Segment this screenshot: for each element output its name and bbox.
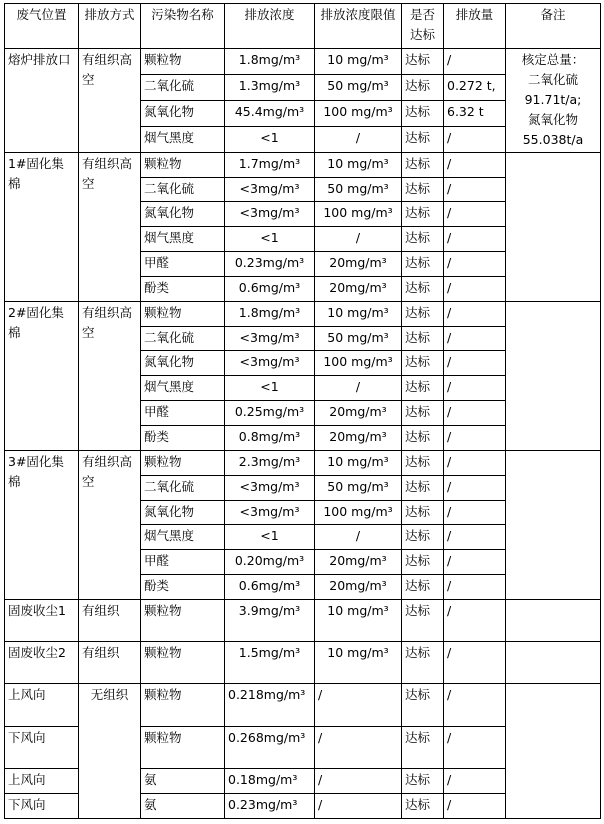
compliance-status: 达标 xyxy=(402,769,444,794)
concentration-value: 1.3mg/m³ xyxy=(225,74,315,100)
emission-amount: / xyxy=(444,276,506,301)
compliance-status: 达标 xyxy=(402,74,444,100)
emission-amount: 0.272 t, xyxy=(444,74,506,100)
note-cell xyxy=(506,599,601,641)
limit-value: 20mg/m³ xyxy=(315,276,402,301)
compliance-status: 达标 xyxy=(402,425,444,450)
concentration-value: <3mg/m³ xyxy=(225,177,315,202)
pollutant-name: 氮氧化物 xyxy=(141,351,225,376)
concentration-value: 0.268mg/m³ xyxy=(225,726,315,768)
emission-location: 上风向 xyxy=(5,684,79,726)
limit-value: / xyxy=(315,525,402,550)
concentration-value: <1 xyxy=(225,525,315,550)
limit-value: / xyxy=(315,726,402,768)
emission-method: 有组织高空 xyxy=(79,450,141,599)
pollutant-name: 二氧化硫 xyxy=(141,475,225,500)
concentration-value: 0.20mg/m³ xyxy=(225,550,315,575)
limit-value: / xyxy=(315,793,402,818)
header-pollutant: 污染物名称 xyxy=(141,4,225,49)
concentration-value: <3mg/m³ xyxy=(225,351,315,376)
compliance-status: 达标 xyxy=(402,599,444,641)
header-location: 废气位置 xyxy=(5,4,79,49)
limit-value: 50 mg/m³ xyxy=(315,74,402,100)
emission-location: 上风向 xyxy=(5,769,79,794)
concentration-value: 1.8mg/m³ xyxy=(225,301,315,326)
emission-location: 1#固化集棉 xyxy=(5,152,79,301)
limit-value: 10 mg/m³ xyxy=(315,599,402,641)
concentration-value: <3mg/m³ xyxy=(225,202,315,227)
table-row xyxy=(5,450,601,475)
emission-amount: / xyxy=(444,202,506,227)
note-line: 核定总量： xyxy=(521,52,585,67)
pollutant-name: 颗粒物 xyxy=(141,152,225,177)
emission-location: 熔炉排放口 xyxy=(5,49,79,153)
emission-amount: / xyxy=(444,351,506,376)
compliance-status: 达标 xyxy=(402,276,444,301)
pollutant-name: 烟气黑度 xyxy=(141,376,225,401)
table-row xyxy=(5,301,601,326)
limit-value: 20mg/m³ xyxy=(315,401,402,426)
pollutant-name: 甲醛 xyxy=(141,401,225,426)
table-row xyxy=(5,684,601,726)
header-limit: 排放浓度限值 xyxy=(315,4,402,49)
emission-amount: / xyxy=(444,450,506,475)
compliance-status: 达标 xyxy=(402,126,444,152)
note-line: 55.038t/a xyxy=(522,132,584,147)
concentration-value: 1.8mg/m³ xyxy=(225,49,315,75)
compliance-status: 达标 xyxy=(402,252,444,277)
concentration-value: 0.8mg/m³ xyxy=(225,425,315,450)
note-cell xyxy=(506,450,601,599)
emission-amount: / xyxy=(444,49,506,75)
table-row xyxy=(5,642,601,684)
emission-amount: / xyxy=(444,401,506,426)
compliance-status: 达标 xyxy=(402,326,444,351)
emission-method: 有组织 xyxy=(79,599,141,641)
concentration-value: <1 xyxy=(225,376,315,401)
compliance-status: 达标 xyxy=(402,152,444,177)
emission-amount: / xyxy=(444,684,506,726)
emission-amount: / xyxy=(444,126,506,152)
concentration-value: <1 xyxy=(225,227,315,252)
limit-value: 50 mg/m³ xyxy=(315,326,402,351)
limit-value: 100 mg/m³ xyxy=(315,202,402,227)
compliance-status: 达标 xyxy=(402,177,444,202)
compliance-status: 达标 xyxy=(402,525,444,550)
limit-value: 10 mg/m³ xyxy=(315,301,402,326)
header-method: 排放方式 xyxy=(79,4,141,49)
note-line: 91.71t/a; xyxy=(524,92,582,107)
header-compliance: 是否达标 xyxy=(402,4,444,49)
compliance-status: 达标 xyxy=(402,202,444,227)
pollutant-name: 颗粒物 xyxy=(141,301,225,326)
emission-amount: / xyxy=(444,301,506,326)
limit-value: 20mg/m³ xyxy=(315,550,402,575)
header-row xyxy=(5,4,601,49)
concentration-value: 0.218mg/m³ xyxy=(225,684,315,726)
table-row xyxy=(5,152,601,177)
compliance-status: 达标 xyxy=(402,684,444,726)
note-line: 二氧化硫 xyxy=(527,72,578,87)
concentration-value: 0.25mg/m³ xyxy=(225,401,315,426)
emission-amount: / xyxy=(444,575,506,600)
concentration-value: 0.18mg/m³ xyxy=(225,769,315,794)
pollutant-name: 二氧化硫 xyxy=(141,177,225,202)
compliance-status: 达标 xyxy=(402,351,444,376)
compliance-status: 达标 xyxy=(402,550,444,575)
concentration-value: 1.7mg/m³ xyxy=(225,152,315,177)
emission-location: 下风向 xyxy=(5,793,79,818)
emission-amount: / xyxy=(444,500,506,525)
compliance-status: 达标 xyxy=(402,793,444,818)
compliance-status: 达标 xyxy=(402,301,444,326)
compliance-status: 达标 xyxy=(402,450,444,475)
limit-value: 100 mg/m³ xyxy=(315,351,402,376)
table-row xyxy=(5,599,601,641)
compliance-status: 达标 xyxy=(402,500,444,525)
pollutant-name: 颗粒物 xyxy=(141,450,225,475)
emission-amount: / xyxy=(444,550,506,575)
compliance-status: 达标 xyxy=(402,475,444,500)
pollutant-name: 氨 xyxy=(141,793,225,818)
concentration-value: 45.4mg/m³ xyxy=(225,100,315,126)
compliance-status: 达标 xyxy=(402,401,444,426)
compliance-status: 达标 xyxy=(402,100,444,126)
table-body xyxy=(5,49,601,819)
concentration-value: 0.23mg/m³ xyxy=(225,252,315,277)
limit-value: 20mg/m³ xyxy=(315,252,402,277)
limit-value: 50 mg/m³ xyxy=(315,177,402,202)
pollutant-name: 氮氧化物 xyxy=(141,202,225,227)
emission-amount: / xyxy=(444,152,506,177)
emission-amount: / xyxy=(444,475,506,500)
emission-amount: / xyxy=(444,793,506,818)
emission-method: 有组织高空 xyxy=(79,49,141,153)
limit-value: / xyxy=(315,769,402,794)
compliance-status: 达标 xyxy=(402,575,444,600)
emission-method: 有组织高空 xyxy=(79,301,141,450)
emission-amount: / xyxy=(444,252,506,277)
pollutant-name: 甲醛 xyxy=(141,252,225,277)
limit-value: 10 mg/m³ xyxy=(315,450,402,475)
concentration-value: 2.3mg/m³ xyxy=(225,450,315,475)
compliance-status: 达标 xyxy=(402,227,444,252)
pollutant-name: 氮氧化物 xyxy=(141,100,225,126)
emission-method: 无组织 xyxy=(79,684,141,819)
concentration-value: <3mg/m³ xyxy=(225,500,315,525)
pollutant-name: 二氧化硫 xyxy=(141,326,225,351)
limit-value: 10 mg/m³ xyxy=(315,152,402,177)
pollutant-name: 烟气黑度 xyxy=(141,227,225,252)
emission-location: 固废收尘1 xyxy=(5,599,79,641)
concentration-value: 1.5mg/m³ xyxy=(225,642,315,684)
note-cell xyxy=(506,301,601,450)
emission-amount: / xyxy=(444,599,506,641)
concentration-value: 0.23mg/m³ xyxy=(225,793,315,818)
limit-value: 100 mg/m³ xyxy=(315,100,402,126)
pollutant-name: 颗粒物 xyxy=(141,599,225,641)
limit-value: / xyxy=(315,376,402,401)
emission-amount: / xyxy=(444,769,506,794)
limit-value: / xyxy=(315,126,402,152)
limit-value: 10 mg/m³ xyxy=(315,49,402,75)
emission-amount: / xyxy=(444,227,506,252)
emission-method: 有组织高空 xyxy=(79,152,141,301)
emission-amount: / xyxy=(444,177,506,202)
emission-location: 3#固化集棉 xyxy=(5,450,79,599)
header-note: 备注 xyxy=(506,4,601,49)
emission-method: 有组织 xyxy=(79,642,141,684)
compliance-status: 达标 xyxy=(402,726,444,768)
emission-location: 固废收尘2 xyxy=(5,642,79,684)
limit-value: 20mg/m³ xyxy=(315,575,402,600)
pollutant-name: 酚类 xyxy=(141,575,225,600)
limit-value: 50 mg/m³ xyxy=(315,475,402,500)
emission-location: 2#固化集棉 xyxy=(5,301,79,450)
note-cell xyxy=(506,49,601,153)
emission-amount: 6.32 t xyxy=(444,100,506,126)
emission-amount: / xyxy=(444,642,506,684)
concentration-value: <3mg/m³ xyxy=(225,326,315,351)
note-line: 氮氧化物 xyxy=(527,112,578,127)
pollutant-name: 酚类 xyxy=(141,425,225,450)
limit-value: / xyxy=(315,684,402,726)
limit-value: 100 mg/m³ xyxy=(315,500,402,525)
pollutant-name: 甲醛 xyxy=(141,550,225,575)
pollutant-name: 颗粒物 xyxy=(141,726,225,768)
compliance-status: 达标 xyxy=(402,49,444,75)
pollutant-name: 氨 xyxy=(141,769,225,794)
pollutant-name: 氮氧化物 xyxy=(141,500,225,525)
note-cell xyxy=(506,642,601,684)
note-cell xyxy=(506,684,601,819)
compliance-status: 达标 xyxy=(402,642,444,684)
emission-location: 下风向 xyxy=(5,726,79,768)
pollutant-name: 颗粒物 xyxy=(141,49,225,75)
pollutant-name: 颗粒物 xyxy=(141,642,225,684)
emission-amount: / xyxy=(444,376,506,401)
pollutant-name: 颗粒物 xyxy=(141,684,225,726)
concentration-value: 0.6mg/m³ xyxy=(225,276,315,301)
header-amount: 排放量 xyxy=(444,4,506,49)
emission-amount: / xyxy=(444,425,506,450)
concentration-value: 3.9mg/m³ xyxy=(225,599,315,641)
pollutant-name: 酚类 xyxy=(141,276,225,301)
concentration-value: 0.6mg/m³ xyxy=(225,575,315,600)
pollutant-name: 烟气黑度 xyxy=(141,525,225,550)
emission-amount: / xyxy=(444,326,506,351)
header-concentration: 排放浓度 xyxy=(225,4,315,49)
compliance-status: 达标 xyxy=(402,376,444,401)
concentration-value: <1 xyxy=(225,126,315,152)
limit-value: 10 mg/m³ xyxy=(315,642,402,684)
emission-amount: / xyxy=(444,726,506,768)
limit-value: 20mg/m³ xyxy=(315,425,402,450)
concentration-value: <3mg/m³ xyxy=(225,475,315,500)
pollutant-name: 二氧化硫 xyxy=(141,74,225,100)
limit-value: / xyxy=(315,227,402,252)
emissions-table xyxy=(4,3,601,819)
note-cell xyxy=(506,152,601,301)
emission-amount: / xyxy=(444,525,506,550)
table-row xyxy=(5,49,601,75)
pollutant-name: 烟气黑度 xyxy=(141,126,225,152)
